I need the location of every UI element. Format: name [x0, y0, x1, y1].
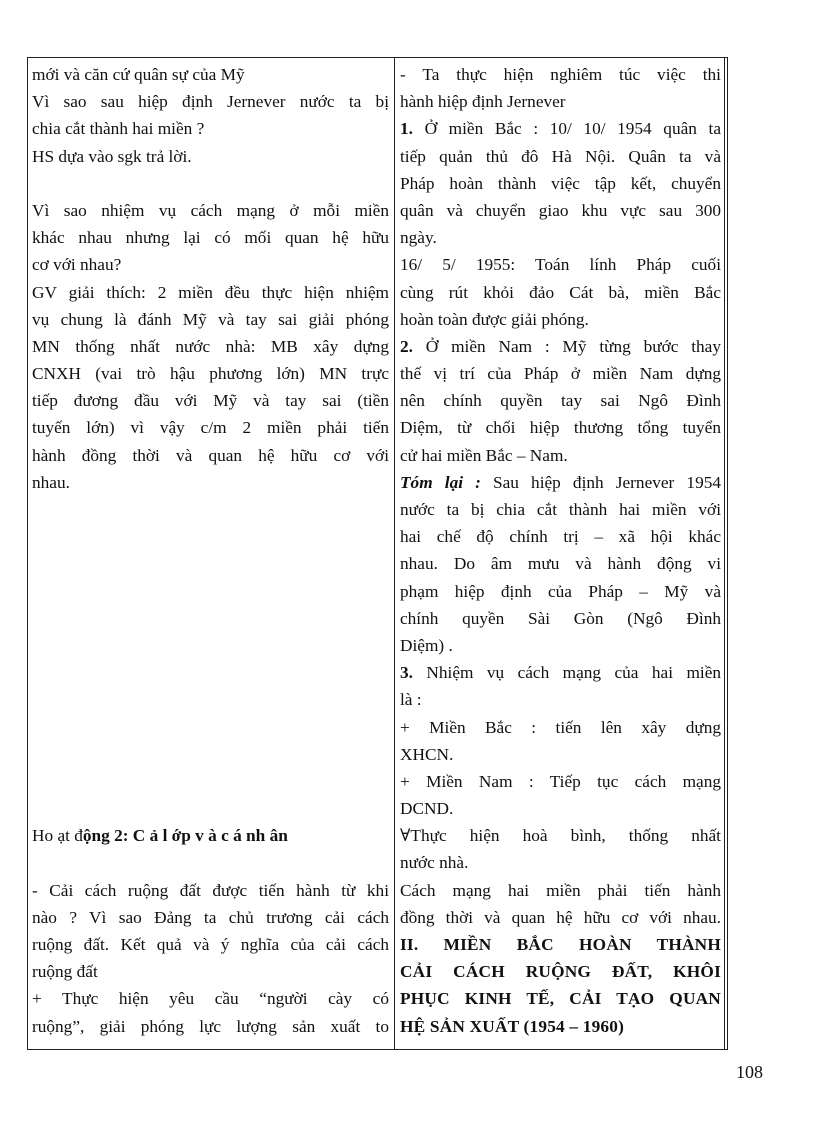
text-line: tiếp quản thủ đô Hà Nội. Quân ta và [400, 146, 721, 166]
question-line: ruộng”, giải phóng lực lượng sản xuất to [32, 1016, 389, 1036]
text-line: nước nhà. [400, 853, 469, 873]
text-line: tuyến lớn) vì vậy c/m 2 miền phải tiến [32, 418, 389, 438]
text-line: CNXH (vai trò hậu phương lớn) MN trực [32, 364, 389, 384]
summary-line: Tóm lại : Sau hiệp định Jernever 1954 [400, 472, 721, 492]
table-border-right-outer [727, 58, 728, 1049]
table-border-left [27, 58, 28, 1049]
table-border-right-inner [724, 58, 725, 1049]
section-heading-line: CẢI CÁCH RUỘNG ĐẤT, KHÔI [400, 962, 721, 982]
text-line: nhau. Do âm mưu và hành động vi [400, 554, 721, 574]
text-line: nhau. [32, 472, 70, 492]
text-line: khác nhau nhưng lại có mối quan hệ hữu [32, 228, 389, 248]
text-line: Vì sao sau hiệp định Jernever nước ta bị [32, 92, 389, 112]
text-line: tiếp đương đầu với Mỹ và tay sai (tiền [32, 391, 389, 411]
activity-heading: Ho ạt động 2: C ả l ớp v à c á nh ân [32, 826, 288, 846]
text-line: + Miền Bắc : tiến lên xây dựng [400, 717, 721, 737]
knowledge-content-column [400, 61, 721, 1040]
question-line: - Cải cách ruộng đất được tiến hành từ khi [32, 880, 389, 900]
text-line: chia cắt thành hai miền ? [32, 119, 205, 139]
text-line: DCND. [400, 799, 454, 819]
question-line: nào ? Vì sao Đảng ta chủ trương cải cách [32, 907, 389, 927]
text-line: hai chế độ chính trị – xã hội khác [400, 527, 721, 547]
text-line: ∀Thực hiện hoà bình, thống nhất [400, 826, 721, 846]
text-line: Diệm) . [400, 635, 453, 655]
page-number: 108 [736, 1062, 763, 1082]
lesson-table [27, 57, 728, 1050]
teacher-student-activities-column [32, 61, 389, 1040]
text-line: cơ với nhau? [32, 255, 122, 275]
text-line: MN thống nhất nước nhà: MB xây dựng [32, 336, 389, 356]
question-line: ruộng đất. Kết quả và ý nghĩa của cải cách [32, 935, 389, 954]
text-line: hoàn toàn được giải phóng. [400, 309, 589, 329]
question-line: ruộng đất [32, 962, 98, 982]
text-line: GV giải thích: 2 miền đều thực hiện nhiệm [32, 282, 389, 302]
text-line: Pháp hoàn thành việc tập kết, chuyển [400, 173, 721, 193]
text-line: ngày. [400, 228, 437, 248]
text-line: thế vị trí của Pháp ở miền Nam dựng [400, 364, 721, 384]
text-line: 2. Ở miền Nam : Mỹ từng bước thay [400, 336, 721, 356]
text-line: quân và chuyển giao khu vực sau 300 [400, 200, 721, 220]
section-heading-line: HỆ SẢN XUẤT (1954 – 1960) [400, 1016, 625, 1036]
question-line: + Thực hiện yêu cầu “người cày có [32, 989, 389, 1009]
text-line: HS dựa vào sgk trả lời. [32, 146, 192, 166]
text-line: cử hai miền Bắc – Nam. [400, 445, 568, 465]
text-line: phạm hiệp định của Pháp – Mỹ và [400, 581, 721, 601]
text-line: nên chính quyền tay sai Ngô Đình [400, 391, 721, 411]
text-line: đồng thời và quan hệ hữu cơ với nhau. [400, 907, 721, 927]
text-line: hành đồng thời và quan hệ hữu cơ với [32, 445, 389, 465]
text-line: chính quyền Sài Gòn (Ngô Đình [400, 608, 721, 628]
text-line: Vì sao nhiệm vụ cách mạng ở mỗi miền [32, 200, 389, 220]
text-line: Cách mạng hai miền phải tiến hành [400, 880, 721, 900]
text-line: là : [400, 690, 422, 710]
text-line: vụ chung là đánh Mỹ và tay sai giải phóng [32, 309, 389, 329]
text-line: mới và căn cứ quân sự của Mỹ [32, 65, 245, 84]
text-line: 1. Ở miền Bắc : 10/ 10/ 1954 quân ta [400, 119, 721, 139]
section-heading-line: II. MIỀN BẮC HOÀN THÀNH [400, 935, 721, 954]
text-line: hành hiệp định Jernever [400, 92, 566, 112]
text-line: 3. Nhiệm vụ cách mạng của hai miền [400, 663, 721, 683]
text-line: Diệm, từ chối hiệp thương tổng tuyển [400, 418, 721, 438]
text-line: nước ta bị chia cắt thành hai miền với [400, 500, 721, 519]
text-line: XHCN. [400, 744, 454, 764]
text-line: + Miền Nam : Tiếp tục cách mạng [400, 771, 721, 791]
table-column-divider [394, 58, 395, 1049]
text-line: 16/ 5/ 1955: Toán lính Pháp cuối [400, 255, 721, 275]
text-line: cùng rút khỏi đảo Cát bà, miền Bắc [400, 282, 721, 302]
text-line: - Ta thực hiện nghiêm túc việc thi [400, 65, 721, 84]
section-heading-line: PHỤC KINH TẾ, CẢI TẠO QUAN [400, 989, 721, 1009]
